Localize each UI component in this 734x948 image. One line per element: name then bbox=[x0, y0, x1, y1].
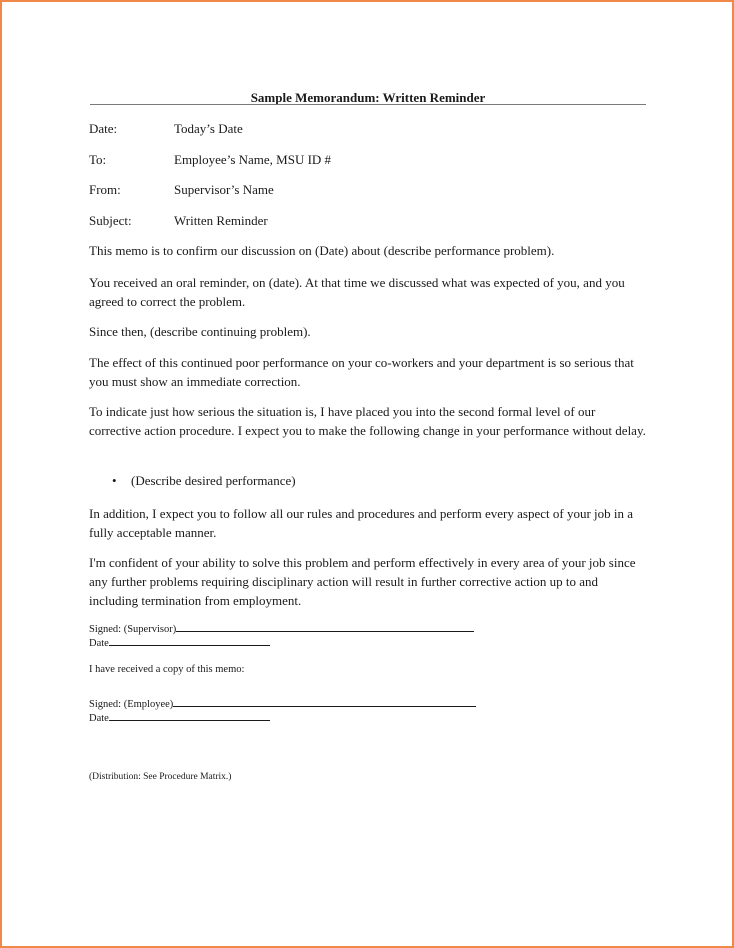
distribution-note: (Distribution: See Procedure Matrix.) bbox=[89, 772, 232, 782]
header-value: Written Reminder bbox=[174, 213, 268, 228]
bullet-text: (Describe desired performance) bbox=[131, 473, 296, 488]
body-paragraph-7: I'm confident of your ability to solve this problem and perform effectively in every area of your job since any further problems requiring disciplinary action will result in further corrective action up to and including termination from employment. bbox=[89, 555, 636, 608]
received-copy-text: I have received a copy of this memo: bbox=[89, 664, 245, 675]
header-row-date bbox=[89, 121, 243, 137]
supervisor-signature-field bbox=[176, 620, 474, 632]
employee-date-line bbox=[89, 709, 270, 724]
date-label: Date bbox=[89, 713, 109, 724]
supervisor-date-field bbox=[109, 634, 270, 646]
bullet-item bbox=[112, 473, 296, 489]
header-row-subject bbox=[89, 213, 268, 229]
header-row-to bbox=[89, 152, 331, 168]
header-label: Date: bbox=[89, 121, 118, 136]
supervisor-signature-label: Signed: (Supervisor) bbox=[89, 624, 177, 635]
date-label: Date bbox=[89, 638, 109, 649]
header-label: Subject: bbox=[89, 213, 132, 228]
header-value: Today’s Date bbox=[174, 121, 243, 136]
employee-signature-line bbox=[89, 695, 476, 710]
supervisor-signature-line bbox=[89, 620, 474, 635]
header-row-from bbox=[89, 182, 274, 198]
header-value: Employee’s Name, MSU ID # bbox=[174, 152, 332, 167]
employee-signature-label: Signed: (Employee) bbox=[89, 699, 174, 710]
header-value: Supervisor’s Name bbox=[174, 182, 274, 197]
body-paragraph-4: The effect of this continued poor performance on your co-workers and your department is so serious that you must show an immediate correction. bbox=[89, 355, 634, 389]
employee-signature-field bbox=[173, 695, 476, 707]
body-paragraph-6: In addition, I expect you to follow all our rules and procedures and perform every aspect of your job in a fully acceptable manner. bbox=[89, 506, 634, 540]
body-paragraph-5: To indicate just how serious the situation is, I have placed you into the second formal level of our corrective action procedure. I expect you to make the following change in your performance without delay. bbox=[89, 404, 646, 438]
employee-date-field bbox=[109, 709, 270, 721]
body-paragraph-3: Since then, (describe continuing problem). bbox=[89, 324, 311, 339]
memo-title: Sample Memorandum: Written Reminder bbox=[250, 90, 486, 105]
body-paragraph-1: This memo is to confirm our discussion on (Date) about (describe performance problem). bbox=[89, 243, 555, 258]
header-label: From: bbox=[89, 182, 121, 197]
supervisor-date-line bbox=[89, 634, 270, 649]
body-paragraph-2: You received an oral reminder, on (date). At that time we discussed what was expected of you, and you agreed to correct the problem. bbox=[89, 275, 625, 309]
bullet-icon: • bbox=[112, 473, 117, 488]
header-label: To: bbox=[89, 152, 107, 167]
title-divider bbox=[90, 104, 646, 105]
